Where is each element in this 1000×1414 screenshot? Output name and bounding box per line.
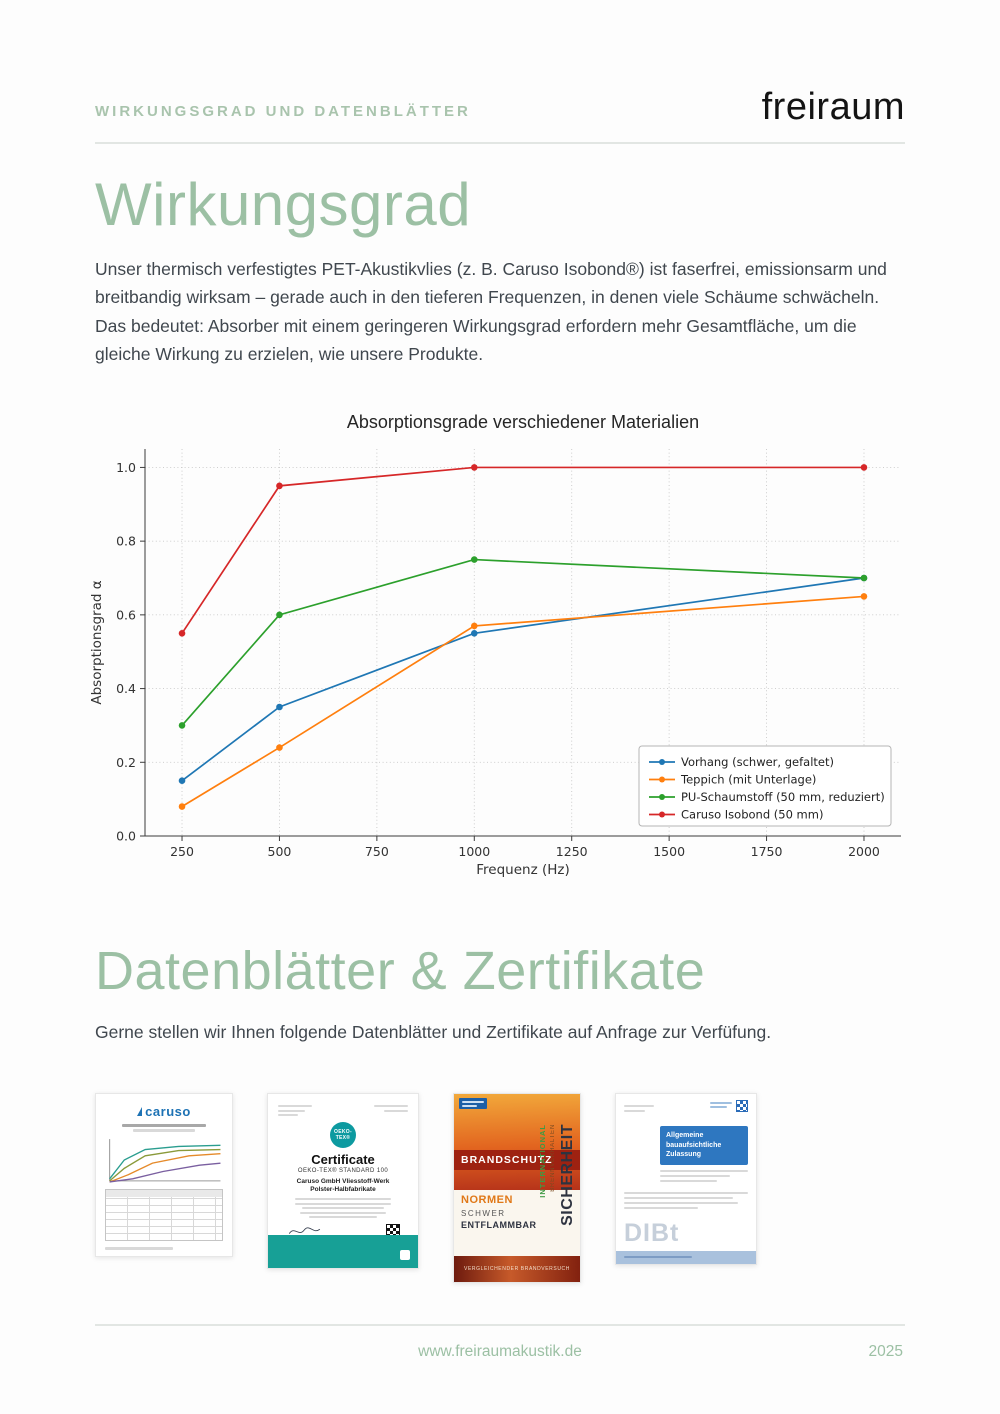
text-line: [278, 1105, 312, 1107]
text-line: [660, 1170, 748, 1172]
certificate-top-lines: [278, 1103, 408, 1119]
text-line: [295, 1203, 391, 1205]
brochure-photo-strip: [454, 1256, 580, 1282]
page-title: Wirkungsgrad: [95, 171, 472, 238]
svg-text:1250: 1250: [555, 844, 588, 860]
svg-text:500: 500: [267, 844, 292, 860]
brochure-subtitle-block: [461, 1194, 537, 1230]
svg-text:1500: 1500: [653, 844, 686, 860]
text-line: [624, 1192, 748, 1194]
dibt-watermark: DIBt: [624, 1218, 680, 1247]
footer-url[interactable]: www.freiraumakustik.de: [418, 1343, 582, 1360]
svg-text:750: 750: [364, 844, 389, 860]
svg-text:1750: 1750: [750, 844, 783, 860]
caruso-logo-text: caruso: [145, 1103, 191, 1119]
svg-text:250: 250: [170, 844, 194, 860]
text-line: [624, 1105, 654, 1107]
publisher-logo: [459, 1098, 487, 1109]
absorption-chart-section: [89, 412, 905, 882]
text-line: [278, 1110, 305, 1112]
svg-text:Absorptionsgrad α: Absorptionsgrad α: [89, 580, 105, 706]
page-footer: [95, 1324, 905, 1370]
text-line: [105, 1247, 173, 1250]
caruso-sail-icon: [137, 1107, 142, 1116]
datenblaetter-paragraph: Gerne stellen wir Ihnen folgende Datenblätter und Zertifikate auf Anfrage zur Verfüfung.: [95, 1022, 772, 1043]
text-block: [374, 1103, 408, 1119]
text-line: [660, 1175, 730, 1177]
vertical-text-international: INTERNATIONAL: [538, 1123, 547, 1198]
brochure-word-normen: NORMEN: [461, 1193, 513, 1206]
text-line: [300, 1212, 386, 1214]
datasheet-table-header: [106, 1190, 222, 1197]
intro-paragraph: Unser thermisch verfestigtes PET-Akustikvlies (z. B. Caruso Isobond®) ist faserfrei, emissionsarm und breitbandig wirksam – gerade auch in den tieferen Frequenzen, in denen viele Schäume schwächeln. Das bedeutet: Absorber mit einem geringeren Wirkungsgrad erfordern mehr Gesamtfläche, um die gleiche Wirkung zu erzielen, wie unsere Produkte.: [95, 259, 887, 365]
brochure-word-schwer: SCHWER: [461, 1208, 506, 1218]
svg-text:0.4: 0.4: [116, 681, 136, 697]
certificate-holder: Caruso GmbH Vliesstoff-Werk Polster-Halbfabrikate: [296, 1177, 390, 1194]
absorption-line-chart: [87, 437, 917, 882]
footer-year: 2025: [868, 1343, 903, 1360]
text-block: [710, 1100, 732, 1110]
brochure-caption: VERGLEICHENDER BRANDVERSUCH: [464, 1265, 570, 1272]
text-line: [710, 1106, 727, 1108]
oekotex-certificate-thumbnail: [267, 1093, 419, 1269]
brochure-word-entflammbar: ENTFLAMMBAR: [461, 1219, 537, 1230]
svg-text:Teppich (mit Unterlage): Teppich (mit Unterlage): [681, 772, 817, 787]
chart-title: Absorptionsgrade verschiedener Materialien: [346, 412, 700, 433]
text-line: [374, 1105, 408, 1107]
text-line: [710, 1102, 732, 1104]
svg-text:PU-Schaumstoff (50 mm, reduzie: PU-Schaumstoff (50 mm, reduziert): [681, 790, 885, 805]
text-line: [624, 1202, 738, 1204]
text-line: [462, 1101, 484, 1103]
text-block: [660, 1170, 748, 1182]
documents-row: [95, 1093, 905, 1283]
datasheet-table: [105, 1189, 223, 1241]
svg-text:1000: 1000: [458, 844, 491, 860]
certificate-band-mark: [400, 1250, 410, 1260]
text-block: [624, 1102, 654, 1115]
text-line: [624, 1197, 733, 1199]
text-line: [309, 1216, 376, 1218]
svg-text:Frequenz (Hz): Frequenz (Hz): [476, 862, 570, 879]
dibt-logo: [710, 1100, 748, 1112]
brand-logo: freiraum: [761, 86, 905, 128]
svg-text:0.0: 0.0: [116, 828, 136, 844]
svg-text:Vorhang (schwer, gefaltet): Vorhang (schwer, gefaltet): [681, 755, 834, 770]
brochure-headline: BRANDSCHUTZ: [454, 1150, 580, 1170]
svg-text:1.0: 1.0: [116, 460, 136, 476]
brandschutz-brochure-thumbnail: [453, 1093, 581, 1283]
text-line: [384, 1110, 408, 1112]
svg-text:2000: 2000: [848, 844, 880, 860]
page-header: [95, 0, 905, 144]
text-line: [122, 1124, 207, 1127]
oekotex-badge-icon: [330, 1122, 356, 1148]
dibt-bottom-bar: [616, 1251, 756, 1264]
text-line: [295, 1198, 391, 1200]
datasheet-mini-chart: [105, 1137, 223, 1183]
certificate-standard: OEKO-TEX® STANDARD 100: [297, 1167, 389, 1174]
header-eyebrow: WIRKUNGSGRAD UND DATENBLÄTTER: [95, 103, 471, 120]
oekotex-badge-text: OEKO-TEX®: [334, 1128, 352, 1141]
svg-text:0.8: 0.8: [116, 534, 136, 550]
text-line: [660, 1180, 717, 1182]
text-block: [624, 1192, 748, 1209]
dibt-zulassung-thumbnail: [615, 1093, 757, 1265]
caruso-datasheet-thumbnail: [95, 1093, 233, 1257]
section-title-datenblaetter: Datenblätter & Zertifikate: [95, 941, 706, 1002]
text-block: [278, 1103, 312, 1119]
text-line: [624, 1207, 698, 1209]
text-line: [133, 1129, 194, 1132]
brochure-vertical-text-block: [538, 1124, 577, 1256]
vertical-text-sicherheit: SICHERHEIT: [559, 1123, 576, 1226]
certificate-body-lines: [295, 1198, 391, 1218]
text-line: [462, 1105, 477, 1107]
certificate-teal-band: [268, 1235, 418, 1268]
vertical-text-brennverhalten: BRENNVERHALTEN: [550, 1123, 556, 1192]
text-line: [624, 1256, 692, 1258]
text-line: [278, 1114, 298, 1116]
text-line: [302, 1207, 384, 1209]
svg-text:Caruso Isobond (50 mm): Caruso Isobond (50 mm): [681, 807, 824, 822]
svg-text:0.2: 0.2: [116, 755, 136, 771]
text-line: [624, 1110, 645, 1112]
dibt-checker-icon: [736, 1100, 748, 1112]
svg-text:0.6: 0.6: [116, 607, 136, 623]
certificate-title: Certificate: [311, 1151, 375, 1167]
caruso-logo: [105, 1104, 223, 1119]
zulassung-blue-box: Allgemeine bauaufsichtliche Zulassung: [660, 1126, 748, 1165]
